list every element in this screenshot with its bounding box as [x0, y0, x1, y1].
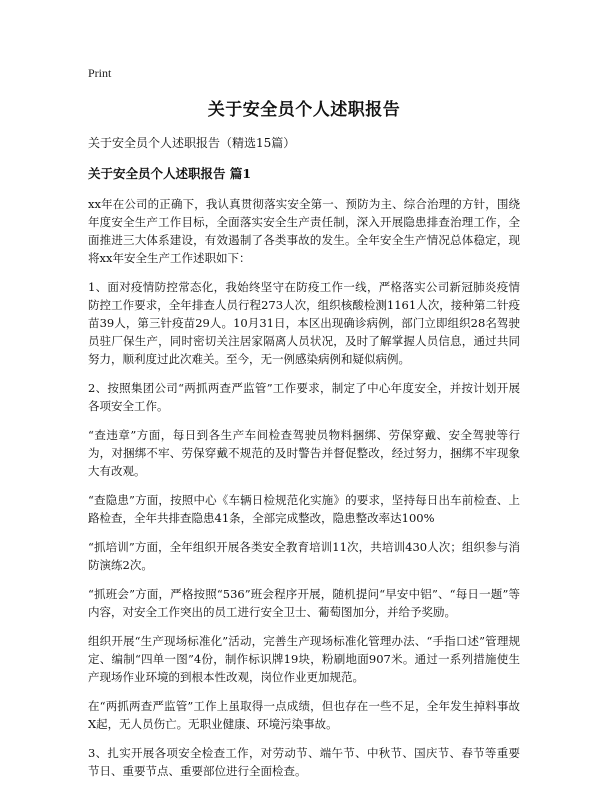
paragraph-inspections: 3、扎实开展各项安全检查工作，对劳动节、端午节、中秋节、国庆节、春节等重要节日、重要节点、重要部位进行全面检查。 — [88, 746, 520, 778]
document-subtitle: 关于安全员个人述职报告（精选15篇） — [88, 136, 296, 150]
paragraph-intro: xx年在公司的正确下，我认真贯彻落实安全第一、预防为主、综合治理的方针，围绕年度安全生产工作目标，全面落实安全生产责任制，深入开展隐患排查治理工作，全面推进三大体系建设，有效遏制了各类事故的发生。全年安全生产情况总体稳定，现将xx年安全生产工作述职如下： — [88, 197, 520, 265]
paragraph-shortcomings: 在“两抓两查严监管”工作上虽取得一点成绩，但也存在一些不足，全年发生掉料事故X起，无人员伤亡。无职业健康、环境污染事故。 — [88, 699, 520, 731]
paragraph-epidemic: 1、面对疫情防控常态化，我始终坚守在防疫工作一线，严格落实公司新冠肺炎疫情防控工作要求，全年排查人员行程273人次，组织核酸检测1161人次，接种第二针疫苗39人，第三针疫苗29人。10月31日，本区出现确诊病例，部门立即组织28名驾驶员驻厂保生产，同时密切关注居家隔离人员状况，及时了解掌握人员信息，通过共同努力，顺利度过此次难关。至今，无一例感染病例和疑似病例。 — [88, 280, 520, 366]
paragraph-training: “抓培训”方面，全年组织开展各类安全教育培训11次，共培训430人次；组织参与消防演练2次。 — [88, 540, 520, 572]
section-heading: 关于安全员个人述职报告 篇1 — [88, 166, 252, 181]
paragraph-hazards: “查隐患”方面，按照中心《车辆日检规范化实施》的要求，坚持每日出车前检查、上路检查，全年共排查隐患41条，全部完成整改，隐患整改率达100% — [88, 493, 520, 525]
paragraph-supervision: 2、按照集团公司“两抓两查严监管”工作要求，制定了中心年度安全，并按计划开展各项安全工作。 — [88, 381, 520, 413]
print-label: Print — [88, 66, 112, 80]
document-title: 关于安全员个人述职报告 — [207, 100, 401, 120]
paragraph-violations: “查违章”方面，每日到各生产车间检查驾驶员物料捆绑、劳保穿戴、安全驾驶等行为，对捆绑不牢、劳保穿戴不规范的及时警告并督促整改，经过努力，捆绑不牢现象大有改观。 — [88, 428, 520, 478]
document-page — [88, 66, 520, 791]
paragraph-meetings: “抓班会”方面，严格按照“536”班会程序开展，随机提问“早安中铝”、“每日一题”等内容，对安全工作突出的员工进行安全卫士、葡萄图加分，并给予奖励。 — [88, 587, 520, 619]
paragraph-standardization: 组织开展“生产现场标准化”活动，完善生产现场标准化管理办法、“手指口述”管理规定、编制“四单一图”4份，制作标识牌19块，粉刷地面907米。通过一系列措施使生产现场作业环境的到根本性改观，岗位作业更加规范。 — [88, 634, 520, 684]
